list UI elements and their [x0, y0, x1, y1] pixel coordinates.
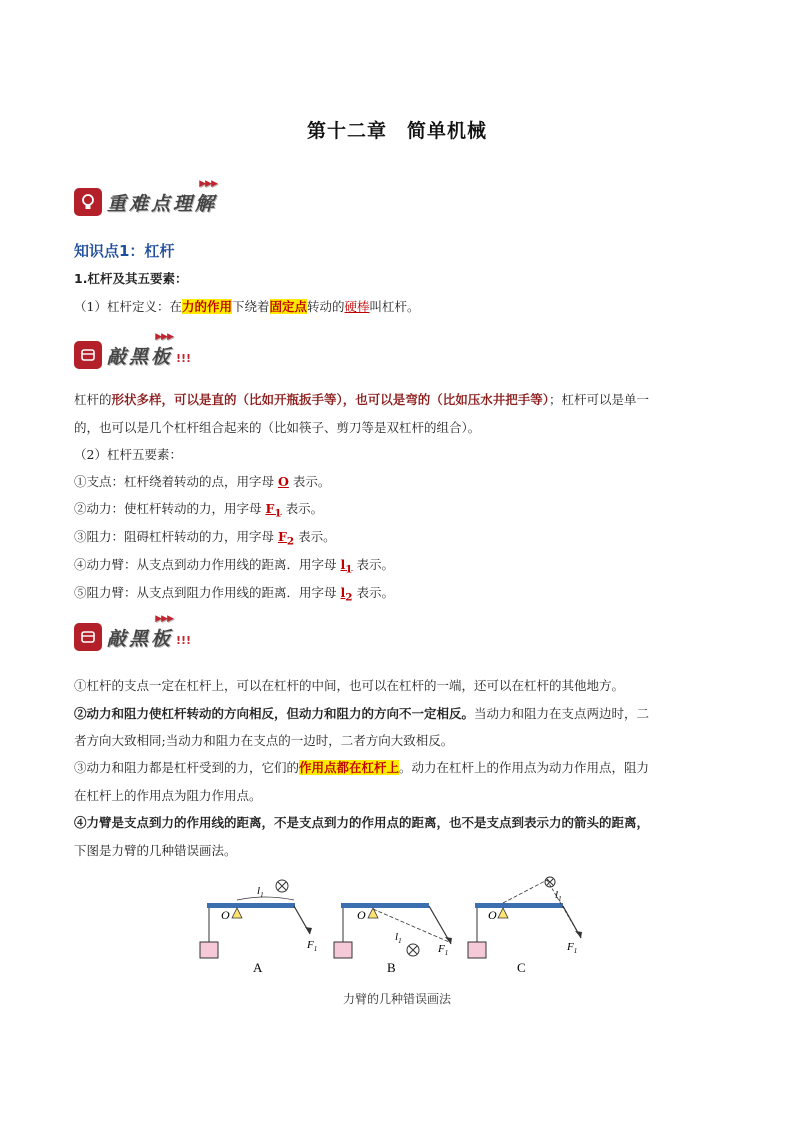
banner-bang: !!!: [176, 351, 192, 365]
board-icon: [74, 623, 102, 651]
element-effort: ②动力：使杠杆转动的力，用字母 $F_1$ 表示。: [74, 501, 324, 520]
board-icon: [74, 341, 102, 369]
banner-bang: !!!: [176, 633, 192, 647]
figure-label: A: [253, 960, 263, 975]
fulcrum-label: O: [221, 908, 230, 922]
note-banner-2: [74, 613, 192, 654]
svg-text:B: B: [387, 960, 396, 975]
figure-b: [334, 903, 452, 975]
lightbulb-icon: [74, 188, 102, 216]
note2-p4: ④力臂是支点到力的作用线的距离，不是支点到力的作用点的距离，也不是支点到表示力的箭头的距离，: [74, 815, 650, 830]
svg-text:F1: $F_1$: [438, 943, 449, 957]
note2-p2: ②动力和阻力使杠杆转动的方向相反，但动力和阻力的方向不一定相反。当动力和阻力在支点两边时，二: [74, 706, 650, 721]
element-resistance-arm: ⑤阻力臂：从支点到阻力作用线的距离．用字母 $l_2$ 表示。: [74, 585, 394, 604]
figure-c: [468, 877, 582, 975]
subheading: 1.杠杆及其五要素：: [74, 271, 188, 286]
arrows-icon: ▶▶▶: [155, 331, 174, 342]
svg-text:O: O: [357, 908, 366, 922]
banner-label: 重难点理解: [107, 192, 218, 215]
section-heading: 知识点1：杠杆: [74, 242, 175, 260]
banner-label: 敲黑板: [107, 345, 174, 368]
key-points-banner: [74, 178, 218, 219]
note1-line1: 杠杆的形状多样，可以是直的（比如开瓶扳手等），也可以是弯的（比如压水井把手等）；杠杆可以是单一: [74, 392, 650, 407]
figure-caption: 力臂的几种错误画法: [342, 992, 451, 1006]
arrows-icon: ▶▶▶: [155, 613, 174, 624]
svg-text:F1: $F_1$: [567, 941, 578, 955]
element-fulcrum: ①支点：杠杆绕着转动的点，用字母 O 表示。: [74, 474, 331, 489]
note2-p3: ③动力和阻力都是杠杆受到的力，它们的作用点都在杠杆上。动力在杠杆上的作用点为动力作用点，阻力: [74, 760, 650, 775]
element-effort-arm: ④动力臂：从支点到动力作用线的距离．用字母 $l_1$ 表示。: [74, 557, 394, 576]
arrows-icon: ▶▶▶: [199, 178, 218, 189]
svg-text:C: C: [517, 960, 526, 975]
note2-p2-line2: 者方向大致相同;当动力和阻力在支点的一边时，二者方向大致相反。: [74, 733, 454, 748]
element-resistance: ③阻力：阻碍杠杆转动的力，用字母 $F_2$ 表示。: [74, 529, 336, 548]
note2-p1: ①杠杆的支点一定在杠杆上，可以在杠杆的中间，也可以在杠杆的一端，还可以在杠杆的其他地方。: [74, 678, 625, 693]
page-title: 第十二章 简单机械: [306, 120, 487, 142]
note2-p3-line2: 在杠杆上的作用点为阻力作用点。: [74, 788, 262, 803]
svg-text:l1: $l_1$: [395, 931, 402, 945]
note-banner-1: [74, 331, 192, 372]
lever-arm-figure: [195, 872, 605, 982]
svg-text:l1: $l_1$: [555, 889, 562, 903]
note2-p4-line2: 下图是力臂的几种错误画法。: [74, 843, 237, 858]
lever-definition: （1）杠杆定义：在力的作用下绕着固定点转动的硬棒叫杠杆。: [74, 299, 420, 314]
note1-line2: 的，也可以是几个杠杆组合起来的（比如筷子、剪刀等是双杠杆的组合）。: [74, 420, 481, 435]
figure-a: [200, 880, 317, 975]
elements-heading: （2）杠杆五要素：: [74, 447, 182, 462]
banner-label: 敲黑板: [107, 627, 174, 650]
svg-text:l1: $l_1$: [257, 885, 264, 899]
svg-text:O: O: [488, 908, 497, 922]
svg-text:F1: $F_1$: [307, 939, 318, 953]
